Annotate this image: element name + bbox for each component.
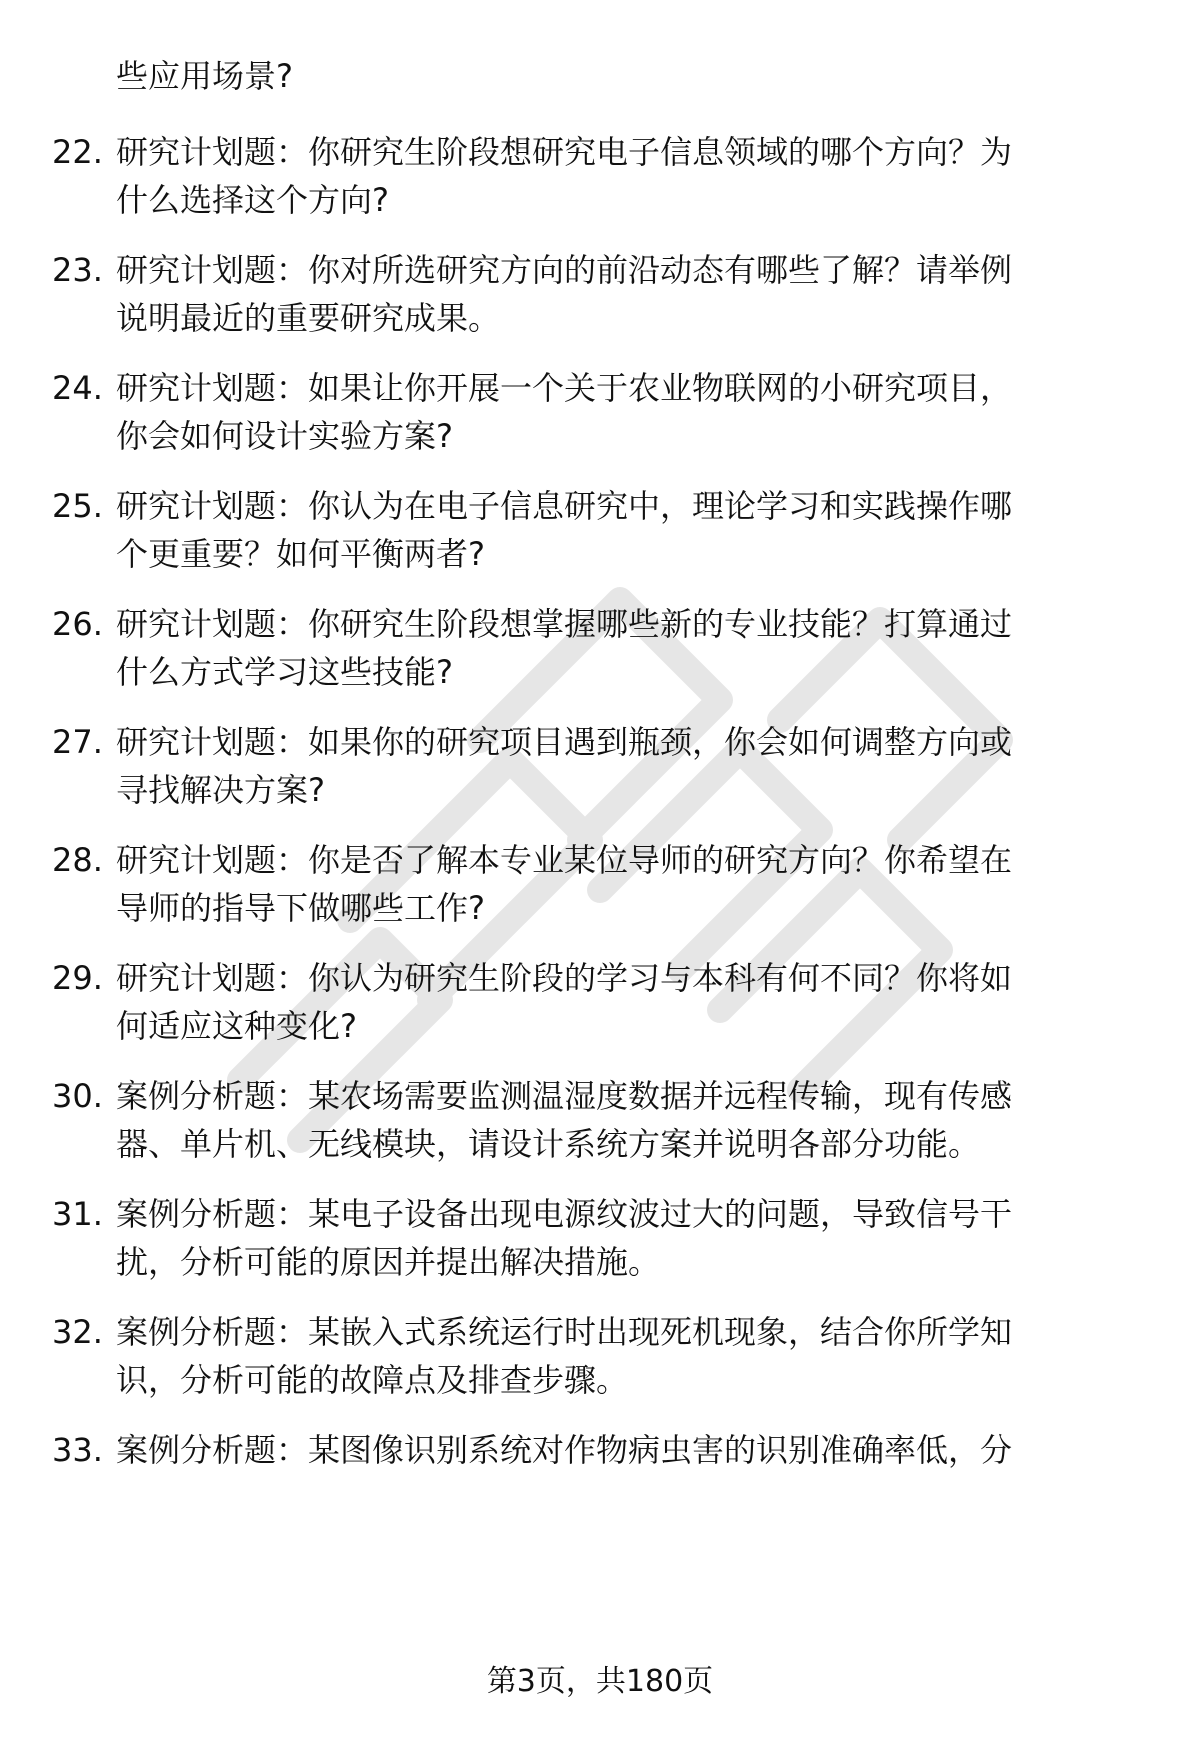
- question-text-line: 案例分析题：某农场需要监测温湿度数据并远程传输，现有传感: [116, 1077, 1013, 1115]
- question-text-line: 研究计划题：如果让你开展一个关于农业物联网的小研究项目，: [116, 369, 1013, 407]
- question-text-line: 案例分析题：某图像识别系统对作物病虫害的识别准确率低，分: [116, 1431, 1013, 1469]
- question-text-line: 研究计划题：如果你的研究项目遇到瓶颈，你会如何调整方向或: [116, 723, 1013, 761]
- question-text-line: 器、单片机、无线模块，请设计系统方案并说明各部分功能。: [116, 1125, 981, 1163]
- question-number: 30.: [52, 1077, 103, 1115]
- question-text-line: 导师的指导下做哪些工作?: [116, 889, 485, 927]
- question-number: 33.: [52, 1431, 103, 1469]
- question-text-line: 你会如何设计实验方案?: [116, 417, 453, 455]
- question-text-line: 些应用场景?: [116, 57, 293, 95]
- question-text-line: 个更重要？如何平衡两者?: [116, 535, 485, 573]
- question-number: 23.: [52, 251, 103, 289]
- question-number: 25.: [52, 487, 103, 525]
- question-text-line: 案例分析题：某嵌入式系统运行时出现死机现象，结合你所学知: [116, 1313, 1013, 1351]
- question-text-line: 研究计划题：你是否了解本专业某位导师的研究方向？你希望在: [116, 841, 1013, 879]
- question-text-line: 何适应这种变化?: [116, 1007, 357, 1045]
- question-text-line: 什么选择这个方向?: [116, 181, 389, 219]
- question-text-line: 说明最近的重要研究成果。: [116, 299, 501, 337]
- page-footer: 第3页，共180页: [486, 1664, 714, 1699]
- question-number: 29.: [52, 959, 103, 997]
- question-text-line: 研究计划题：你对所选研究方向的前沿动态有哪些了解？请举例: [116, 251, 1013, 289]
- question-number: 28.: [52, 841, 103, 879]
- question-number: 27.: [52, 723, 103, 761]
- question-number: 31.: [52, 1195, 103, 1233]
- question-text-line: 寻找解决方案?: [116, 771, 325, 809]
- question-text-line: 扰，分析可能的原因并提出解决措施。: [116, 1243, 661, 1281]
- question-text-line: 研究计划题：你认为研究生阶段的学习与本科有何不同？你将如: [116, 959, 1013, 997]
- question-text-line: 研究计划题：你研究生阶段想掌握哪些新的专业技能？打算通过: [116, 605, 1013, 643]
- question-number: 22.: [52, 133, 103, 171]
- question-text-line: 研究计划题：你研究生阶段想研究电子信息领域的哪个方向？为: [116, 133, 1013, 171]
- question-text-line: 案例分析题：某电子设备出现电源纹波过大的问题，导致信号干: [116, 1195, 1013, 1233]
- question-number: 32.: [52, 1313, 103, 1351]
- question-number: 24.: [52, 369, 103, 407]
- question-text-line: 什么方式学习这些技能?: [116, 653, 453, 691]
- question-number: 26.: [52, 605, 103, 643]
- question-text-line: 研究计划题：你认为在电子信息研究中，理论学习和实践操作哪: [116, 487, 1013, 525]
- question-text-line: 识，分析可能的故障点及排查步骤。: [116, 1361, 629, 1399]
